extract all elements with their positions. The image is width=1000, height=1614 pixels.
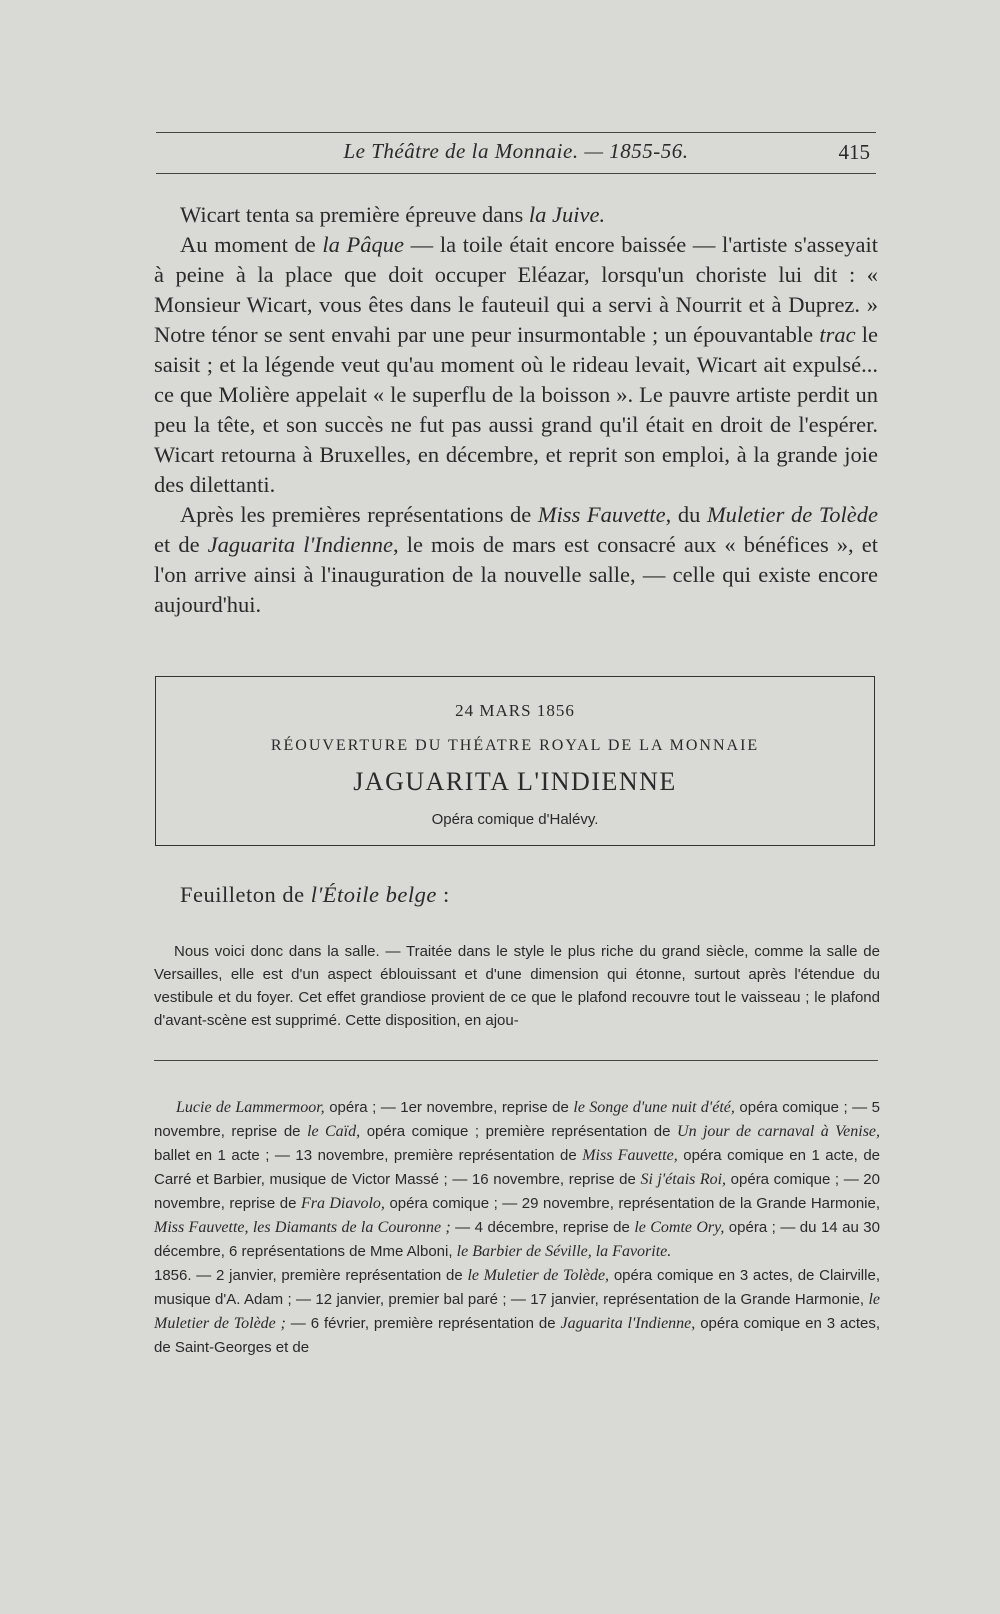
footnote-rule: [154, 1060, 878, 1061]
paragraph-3: [154, 500, 878, 620]
text-run: , le mois de mars est consacré aux « bénéfices », et l'on arrive ainsi à l'inauguration de la nouvelle salle, — celle qui existe encore aujourd'hui.: [154, 532, 878, 617]
text-run: opéra ; — du 14 au 30 décembre, 6 représentations de Mme Alboni,: [154, 1219, 880, 1260]
italic-title: Un jour de carnaval à Venise,: [677, 1123, 881, 1140]
text-run: Au moment de: [180, 232, 323, 257]
paragraph-1: [154, 200, 878, 230]
text-run: Feuilleton de: [180, 882, 311, 907]
text-run: opéra comique en 3 actes, de Clairville, musique d'A. Adam ; — 12 janvier, premier bal paré ; — 17 janvier, représentation de la Grande Harmonie,: [154, 1267, 880, 1308]
italic-title: Muletier de Tolède: [706, 502, 879, 527]
italic-title: Jaguarita l'Indienne: [207, 532, 393, 557]
italic-title: Si j'étais Roi,: [640, 1171, 727, 1188]
italic-word: trac: [819, 322, 856, 347]
premiere-box: [155, 676, 875, 846]
text-run: ballet en 1 acte ; — 13 novembre, première représentation de: [154, 1147, 583, 1164]
premiere-date: 24 MARS 1856: [455, 701, 575, 720]
text-run: Après les premières représentations de: [180, 502, 538, 527]
italic-title: Fra Diavolo,: [301, 1195, 385, 1212]
italic-title: l'Étoile belge: [310, 882, 437, 907]
italic-title: le Muletier de Tolède,: [467, 1267, 610, 1284]
running-title: Le Théâtre de la Monnaie. — 1855-56.: [343, 139, 689, 163]
text-run: opéra comique ; — 29 novembre, représentation de la Grande Harmonie,: [384, 1195, 881, 1212]
text-run: le saisit ; et la légende veut qu'au moment où le rideau levait, Wicart ait expulsé... ce que Molière appelait « le superflu de la boisson ». Le pauvre artiste perdit un peu la tête, et son succès ne fut pas aussi grand qu'il était en droit de l'espérer. Wicart retourna à Bruxelles, en décembre, et reprit son emploi, à la grande joie des dilettanti.: [154, 322, 878, 497]
italic-title: le Caïd,: [307, 1123, 361, 1140]
footnotes: [154, 1096, 880, 1360]
italic-title: le Comte Ory,: [634, 1219, 725, 1236]
text-run: 1856. — 2 janvier, première représentation de: [154, 1267, 468, 1284]
text-run: opéra comique ; — 20 novembre, reprise de: [154, 1171, 880, 1212]
text-run: — 4 décembre, reprise de: [450, 1219, 635, 1236]
italic-title: le Muletier de Tolède ;: [154, 1291, 880, 1332]
text-run: , du: [665, 502, 707, 527]
feuilleton-heading: [180, 882, 450, 908]
text-run: opéra comique en 3 actes, de Saint-Georges et de: [154, 1315, 881, 1356]
text-run: opéra comique en 1 acte, de Carré et Barbier, musique de Victor Massé ; — 16 novembre, reprise de: [154, 1147, 881, 1188]
italic-title: Miss Fauvette,: [582, 1147, 678, 1164]
feuilleton-quote: [154, 940, 880, 1032]
italic-title: Miss Fauvette, les Diamants de la Couronne ;: [154, 1219, 451, 1236]
text-run: opéra comique ; première représentation de: [360, 1123, 678, 1140]
italic-title: Miss Fauvette: [537, 502, 666, 527]
italic-title: le Barbier de Séville, la Favorite.: [456, 1243, 672, 1260]
text-run: — 6 février, première représentation de: [285, 1315, 561, 1332]
italic-title: la Juive.: [528, 202, 606, 227]
main-text: [154, 200, 878, 620]
reopening-title: RÉOUVERTURE DU THÉATRE ROYAL DE LA MONNAIE: [270, 737, 760, 754]
running-header: [156, 132, 876, 174]
quote-paragraph: Nous voici donc dans la salle. — Traitée dans le style le plus riche du grand siècle, comme la salle de Versailles, elle est d'un aspect éblouissant et d'une dimension qui étonne, surtout après l'étendue du vestibule et du foyer. Cet effet grandiose provient de ce que le plafond recouvre tout le vaisseau ; le plafond d'avant-scène est supprimé. Cette disposition, en ajou-: [154, 943, 880, 1029]
italic-title: le Songe d'une nuit d'été,: [573, 1099, 735, 1116]
italic-title: Jaguarita l'Indienne,: [560, 1315, 696, 1332]
composer-line: Opéra comique d'Halévy.: [431, 811, 599, 828]
opera-title: JAGUARITA L'INDIENNE: [353, 767, 677, 796]
text-run: opéra ; — 1er novembre, reprise de: [324, 1099, 574, 1116]
paragraph-2: [154, 230, 878, 500]
text-run: — la toile était encore baissée — l'artiste s'asseyait à peine à la place que doit occuper Eléazar, lorsqu'un choriste lui dit : « Monsieur Wicart, vous êtes dans le fauteuil qui a servi à Nourrit et à Duprez. » Notre ténor se sent envahi par une peur insurmontable ; un épouvantable: [154, 232, 878, 347]
italic-title: Lucie de Lammermoor,: [176, 1099, 325, 1116]
footnote-1856: [154, 1264, 880, 1360]
text-run: opéra comique ; — 5 novembre, reprise de: [154, 1099, 880, 1140]
text-run: et de: [154, 532, 208, 557]
italic-title: la Pâque: [322, 232, 405, 257]
text-run: :: [436, 882, 450, 907]
page-number: 415: [838, 140, 870, 164]
footnote-1855: [154, 1096, 880, 1264]
text-run: Wicart tenta sa première épreuve dans: [180, 202, 529, 227]
